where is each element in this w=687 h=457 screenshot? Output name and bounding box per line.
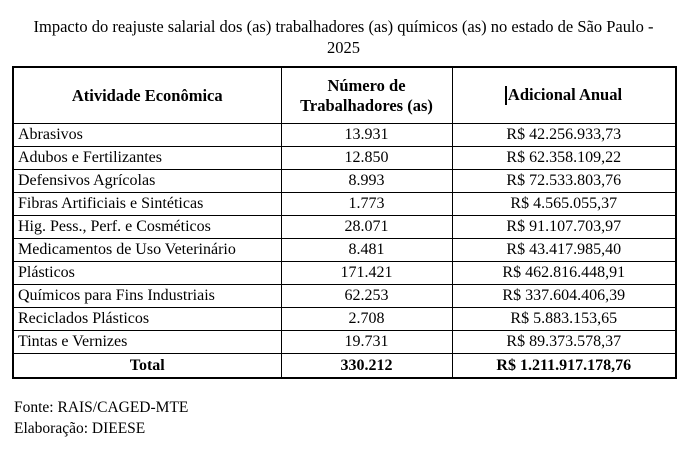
table-row bbox=[13, 239, 676, 262]
cell-trabalhadores: 62.253 bbox=[281, 285, 452, 308]
table-row bbox=[13, 216, 676, 239]
cell-atividade: Defensivos Agrícolas bbox=[13, 170, 281, 193]
total-trabalhadores: 330.212 bbox=[281, 354, 452, 379]
elaboration-note: Elaboração: DIEESE bbox=[14, 420, 146, 437]
cell-atividade: Adubos e Fertilizantes bbox=[13, 147, 281, 170]
cell-atividade: Plásticos bbox=[13, 262, 281, 285]
total-adicional: R$ 1.211.917.178,76 bbox=[452, 354, 676, 379]
cell-adicional: R$ 462.816.448,91 bbox=[452, 262, 676, 285]
cell-atividade: Fibras Artificiais e Sintéticas bbox=[13, 193, 281, 216]
table-row bbox=[13, 124, 676, 147]
cell-trabalhadores: 8.993 bbox=[281, 170, 452, 193]
cell-adicional: R$ 62.358.109,22 bbox=[452, 147, 676, 170]
source-note: Fonte: RAIS/CAGED-MTE bbox=[14, 399, 189, 416]
document-title: Impacto do reajuste salarial dos (as) trabalhadores (as) químicos (as) no estado de São Paulo - 2025 bbox=[33, 17, 654, 57]
table-row bbox=[13, 147, 676, 170]
document-footer bbox=[14, 397, 188, 439]
cell-trabalhadores: 8.481 bbox=[281, 239, 452, 262]
cell-adicional: R$ 91.107.703,97 bbox=[452, 216, 676, 239]
header-adicional-anual bbox=[452, 67, 676, 124]
text-cursor-caret bbox=[505, 86, 507, 105]
cell-adicional: R$ 4.565.055,37 bbox=[452, 193, 676, 216]
table-row bbox=[13, 170, 676, 193]
header-numero-trabalhadores: Número de Trabalhadores (as) bbox=[281, 67, 452, 124]
header-adicional-anual-label: Adicional Anual bbox=[507, 85, 623, 105]
cell-atividade: Químicos para Fins Industriais bbox=[13, 285, 281, 308]
cell-adicional: R$ 89.373.578,37 bbox=[452, 331, 676, 354]
cell-atividade: Reciclados Plásticos bbox=[13, 308, 281, 331]
cell-trabalhadores: 28.071 bbox=[281, 216, 452, 239]
header-atividade-economica: Atividade Econômica bbox=[13, 67, 281, 124]
total-label: Total bbox=[13, 354, 281, 379]
table-row bbox=[13, 331, 676, 354]
table-total-row bbox=[13, 354, 676, 379]
cell-trabalhadores: 19.731 bbox=[281, 331, 452, 354]
table-row bbox=[13, 193, 676, 216]
cell-adicional: R$ 42.256.933,73 bbox=[452, 124, 676, 147]
cell-adicional: R$ 72.533.803,76 bbox=[452, 170, 676, 193]
cell-trabalhadores: 1.773 bbox=[281, 193, 452, 216]
cell-trabalhadores: 2.708 bbox=[281, 308, 452, 331]
cell-atividade: Tintas e Vernizes bbox=[13, 331, 281, 354]
table-row bbox=[13, 308, 676, 331]
cell-atividade: Hig. Pess., Perf. e Cosméticos bbox=[13, 216, 281, 239]
table-header-row bbox=[13, 67, 676, 124]
table-row bbox=[13, 262, 676, 285]
impact-table bbox=[12, 66, 677, 379]
cell-trabalhadores: 171.421 bbox=[281, 262, 452, 285]
table-row bbox=[13, 285, 676, 308]
cell-trabalhadores: 13.931 bbox=[281, 124, 452, 147]
cell-atividade: Medicamentos de Uso Veterinário bbox=[13, 239, 281, 262]
cell-trabalhadores: 12.850 bbox=[281, 147, 452, 170]
cell-atividade: Abrasivos bbox=[13, 124, 281, 147]
cell-adicional: R$ 337.604.406,39 bbox=[452, 285, 676, 308]
cell-adicional: R$ 43.417.985,40 bbox=[452, 239, 676, 262]
cell-adicional: R$ 5.883.153,65 bbox=[452, 308, 676, 331]
